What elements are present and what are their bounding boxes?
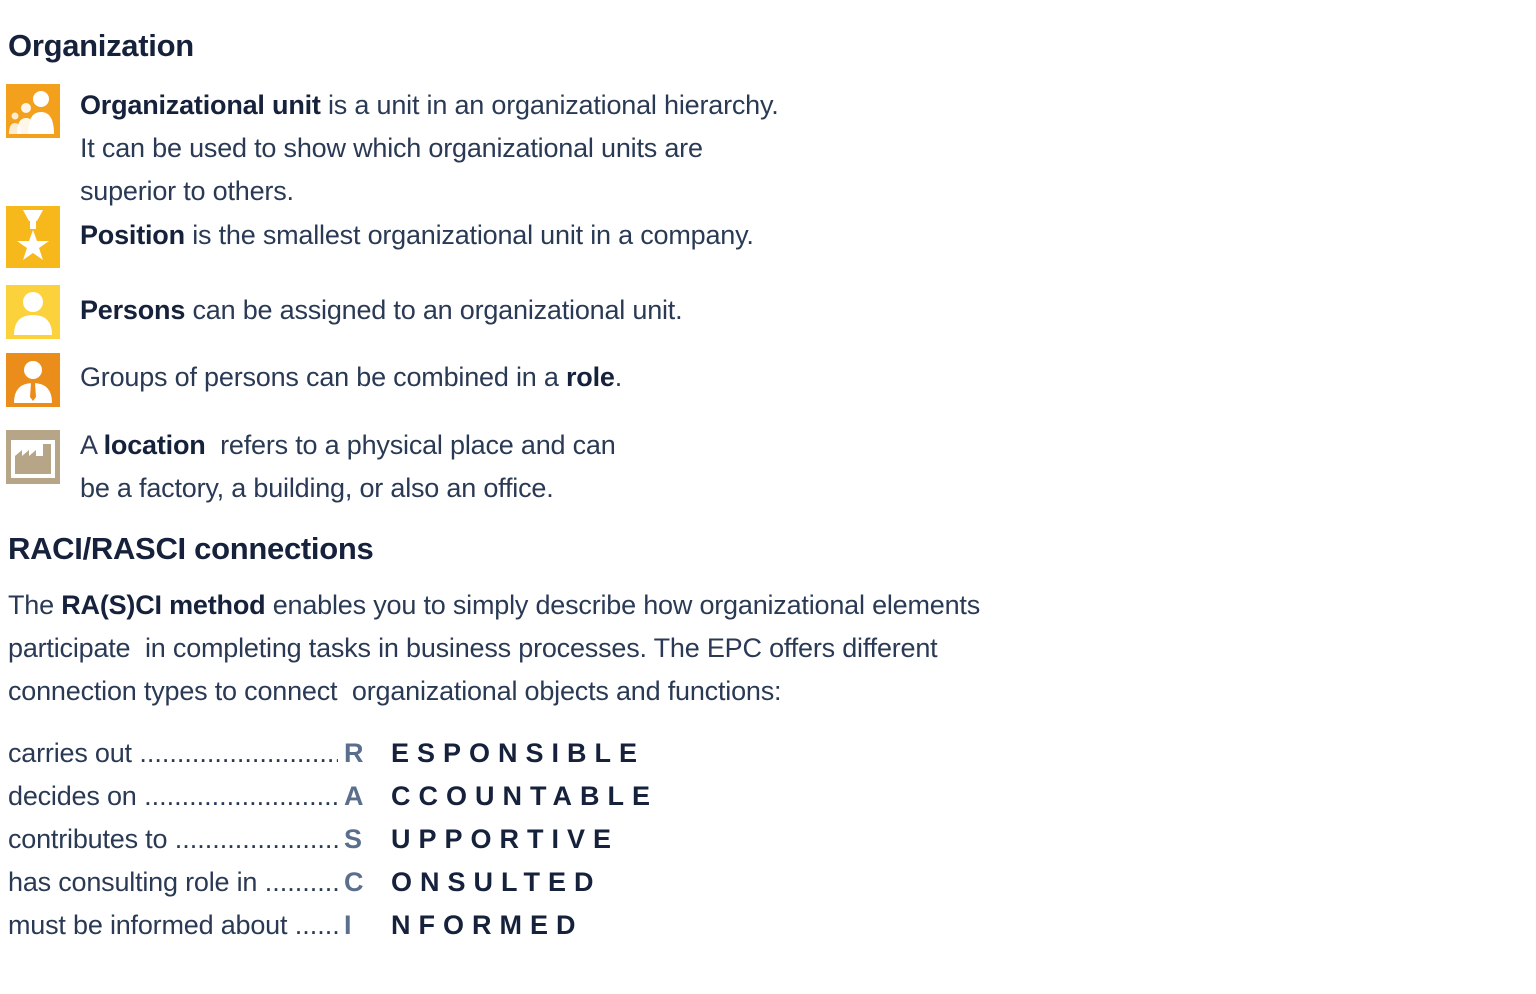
raci-word: NFORMED (391, 910, 584, 940)
org-item-organizational-unit (6, 84, 779, 213)
raci-desc: contributes to ..... (8, 824, 338, 855)
raci-row-consulted (8, 861, 658, 904)
raci-word: UPPORTIVE (391, 824, 620, 854)
org-unit-desc-line2: It can be used to show which organizational units are (80, 133, 703, 163)
raci-row-accountable (8, 775, 658, 818)
section-heading-raci: RACI/RASCI connections (8, 531, 374, 566)
raci-desc: has consulting role in ..... (8, 867, 338, 898)
persons-desc: can be assigned to an organizational unit. (185, 295, 683, 325)
raci-letter: S (344, 824, 363, 854)
org-item-text (80, 84, 779, 213)
raci-letter: I (344, 910, 352, 940)
section-heading-organization: Organization (8, 28, 194, 63)
term-persons: Persons (80, 295, 186, 325)
raci-row-responsible (8, 732, 658, 775)
position-desc: is the smallest organizational unit in a company. (184, 220, 754, 250)
raci-word: ESPONSIBLE (391, 738, 646, 768)
raci-letter: C (344, 867, 364, 897)
raci-list (8, 732, 658, 947)
org-item-position (6, 206, 754, 268)
position-icon (6, 206, 60, 268)
person-icon (6, 285, 60, 339)
raci-intro-line2: participate in completing tasks in business processes. The EPC offers different (8, 633, 938, 663)
raci-intro-pre: The (8, 590, 62, 620)
raci-letter: A (344, 781, 364, 811)
role-desc-pre: Groups of persons can be combined in a (80, 362, 566, 392)
location-desc-line1: refers to a physical place and can (205, 430, 616, 460)
term-role: role (566, 362, 615, 392)
raci-desc: must be informed about ..... (8, 910, 338, 941)
raci-word: CCOUNTABLE (391, 781, 658, 811)
location-text (80, 424, 616, 510)
org-item-role (6, 353, 622, 407)
org-unit-desc-line1: is a unit in an organizational hierarchy. (320, 90, 779, 120)
organizational-unit-icon (6, 84, 60, 138)
raci-intro-paragraph (8, 584, 1088, 713)
term-location: location (103, 430, 206, 460)
raci-intro-line3: connection types to connect organizational objects and functions: (8, 676, 782, 706)
org-item-persons (6, 285, 682, 339)
raci-desc: carries out ..... (8, 738, 338, 769)
term-position: Position (80, 220, 185, 250)
location-desc-pre: A (80, 430, 104, 460)
term-organizational-unit: Organizational unit (80, 90, 321, 120)
org-item-location (6, 424, 616, 510)
raci-row-supportive (8, 818, 658, 861)
raci-row-informed (8, 904, 658, 947)
raci-intro-line1: enables you to simply describe how organizational elements (265, 590, 981, 620)
role-desc-post: . (614, 362, 623, 392)
location-desc-line2: be a factory, a building, or also an office. (80, 473, 554, 503)
location-icon (6, 430, 60, 484)
role-text (80, 353, 622, 399)
term-rasci-method: RA(S)CI method (61, 590, 266, 620)
raci-letter: R (344, 738, 364, 768)
role-icon (6, 353, 60, 407)
org-unit-desc-line3: superior to others. (80, 176, 294, 206)
raci-word: ONSULTED (391, 867, 602, 897)
persons-text (80, 285, 682, 332)
position-text (80, 206, 754, 257)
raci-desc: decides on ..... (8, 781, 338, 812)
